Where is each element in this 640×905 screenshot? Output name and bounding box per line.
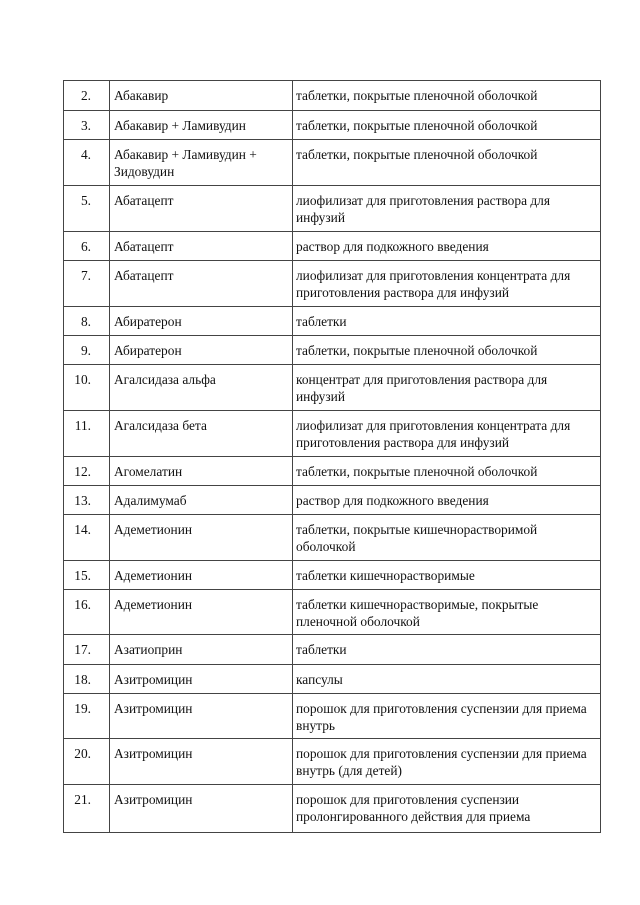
row-number: 17. [64,635,110,665]
table-row [64,411,601,457]
drug-name-cell [110,739,293,785]
drug-name: Абатацепт [114,268,174,283]
dosage-form: таблетки кишечнорастворимые, покрытые пленочной оболочкой [296,597,539,629]
row-number: 18. [64,665,110,694]
dosage-form-cell [293,111,601,140]
drug-name-cell [110,665,293,694]
drug-name: Азитромицин [114,746,193,761]
dosage-form-cell [293,81,601,111]
dosage-form: концентрат для приготовления раствора для инфузий [296,372,548,404]
row-number: 15. [64,561,110,590]
dosage-form: раствор для подкожного введения [296,493,489,508]
dosage-form: капсулы [296,672,343,687]
drug-name-cell [110,261,293,307]
dosage-form-cell [293,140,601,186]
row-number: 20. [64,739,110,785]
drug-name-cell [110,486,293,515]
drug-name-cell [110,186,293,232]
drug-name: Абиратерон [114,314,182,329]
table-row [64,785,601,833]
row-number: 7. [64,261,110,307]
drug-name: Абатацепт [114,239,174,254]
row-number: 6. [64,232,110,261]
drug-name: Абакавир + Ламивудин + Зидовудин [114,147,257,179]
drug-name: Абакавир + Ламивудин [114,118,246,133]
dosage-form: таблетки [296,642,347,657]
row-number: 10. [64,365,110,411]
dosage-form: таблетки [296,314,347,329]
dosage-form: таблетки кишечнорастворимые [296,568,475,583]
drug-name: Абакавир [114,88,169,103]
drug-name: Азитромицин [114,701,193,716]
table-row [64,665,601,694]
drug-name-cell [110,411,293,457]
dosage-form-cell [293,261,601,307]
drug-name-cell [110,694,293,739]
drug-name: Адеметионин [114,568,193,583]
row-number: 5. [64,186,110,232]
row-number: 21. [64,785,110,833]
drug-name-cell [110,336,293,365]
dosage-form: порошок для приготовления суспензии для приема внутрь [296,701,587,733]
table-row [64,561,601,590]
drug-name-cell [110,307,293,336]
drug-name-cell [110,232,293,261]
dosage-form-cell [293,590,601,635]
table-row [64,515,601,561]
row-number: 4. [64,140,110,186]
row-number: 11. [64,411,110,457]
row-number: 8. [64,307,110,336]
dosage-form-cell [293,186,601,232]
dosage-form-cell [293,486,601,515]
dosage-form: лиофилизат для приготовления раствора для инфузий [296,193,551,225]
row-number: 12. [64,457,110,486]
drug-name: Адеметионин [114,597,193,612]
drug-name-cell [110,561,293,590]
dosage-form-cell [293,694,601,739]
row-number: 14. [64,515,110,561]
table-row [64,81,601,111]
medication-table [63,80,601,833]
table-row [64,111,601,140]
table-row [64,739,601,785]
row-number: 13. [64,486,110,515]
dosage-form: лиофилизат для приготовления концентрата для приготовления раствора для инфузий [296,268,571,300]
drug-name: Агомелатин [114,464,183,479]
dosage-form-cell [293,561,601,590]
medication-table-body [64,81,601,833]
row-number: 2. [64,81,110,111]
dosage-form: порошок для приготовления суспензии пролонгированного действия для приема [296,792,531,824]
table-row [64,694,601,739]
table-row [64,457,601,486]
drug-name-cell [110,457,293,486]
table-row [64,307,601,336]
drug-name-cell [110,81,293,111]
drug-name-cell [110,590,293,635]
dosage-form: таблетки, покрытые кишечнорастворимой оболочкой [296,522,538,554]
dosage-form-cell [293,665,601,694]
dosage-form-cell [293,739,601,785]
drug-name: Адеметионин [114,522,193,537]
table-row [64,336,601,365]
dosage-form-cell [293,457,601,486]
table-row [64,186,601,232]
dosage-form: раствор для подкожного введения [296,239,489,254]
table-row [64,261,601,307]
drug-name-cell [110,140,293,186]
dosage-form: таблетки, покрытые пленочной оболочкой [296,343,538,358]
drug-name-cell [110,635,293,665]
drug-name: Агалсидаза альфа [114,372,216,387]
dosage-form-cell [293,785,601,833]
dosage-form-cell [293,635,601,665]
drug-name: Адалимумаб [114,493,187,508]
drug-name: Азитромицин [114,672,193,687]
table-row [64,365,601,411]
drug-name: Азатиоприн [114,642,183,657]
dosage-form: таблетки, покрытые пленочной оболочкой [296,147,538,162]
drug-name-cell [110,515,293,561]
drug-name-cell [110,111,293,140]
dosage-form: таблетки, покрытые пленочной оболочкой [296,464,538,479]
row-number: 19. [64,694,110,739]
drug-name-cell [110,785,293,833]
drug-name: Агалсидаза бета [114,418,207,433]
dosage-form-cell [293,365,601,411]
dosage-form: лиофилизат для приготовления концентрата для приготовления раствора для инфузий [296,418,571,450]
drug-name-cell [110,365,293,411]
dosage-form-cell [293,232,601,261]
dosage-form-cell [293,411,601,457]
table-row [64,486,601,515]
dosage-form-cell [293,336,601,365]
drug-name: Абиратерон [114,343,182,358]
row-number: 3. [64,111,110,140]
row-number: 16. [64,590,110,635]
drug-name: Абатацепт [114,193,174,208]
dosage-form: таблетки, покрытые пленочной оболочкой [296,88,538,103]
dosage-form-cell [293,515,601,561]
drug-name: Азитромицин [114,792,193,807]
dosage-form-cell [293,307,601,336]
table-row [64,590,601,635]
table-row [64,232,601,261]
dosage-form: порошок для приготовления суспензии для приема внутрь (для детей) [296,746,587,778]
table-row [64,635,601,665]
dosage-form: таблетки, покрытые пленочной оболочкой [296,118,538,133]
row-number: 9. [64,336,110,365]
table-row [64,140,601,186]
